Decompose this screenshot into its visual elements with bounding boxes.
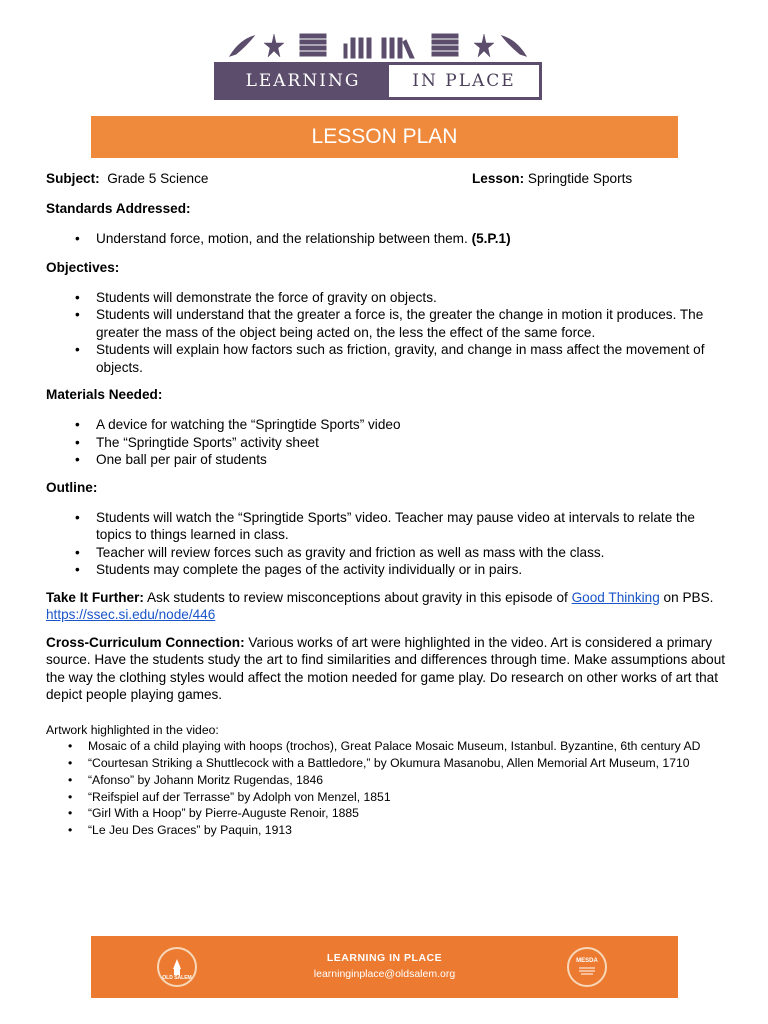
materials-heading: Materials Needed: xyxy=(46,387,163,402)
learning-in-place-logo xyxy=(214,30,542,104)
outline-list xyxy=(46,509,726,579)
list-item: • One ball per pair of students xyxy=(46,451,726,469)
artwork-heading: Artwork highlighted in the video: xyxy=(46,722,219,737)
ssec-url-link[interactable]: https://ssec.si.edu/node/446 xyxy=(46,607,216,622)
objectives-heading: Objectives: xyxy=(46,259,120,275)
take-it-further-paragraph: Take It Further: Ask students to review misconceptions about gravity in this episode of Good Thinking on PBS. https://ssec.si.edu/node/446 xyxy=(46,589,714,622)
list-item: • “Courtesan Striking a Shuttlecock with a Battledore,” by Okumura Masanobu, Allen Memorial Art Museum, 1710 xyxy=(46,755,726,772)
lesson-field: Lesson: Springtide Sports xyxy=(472,171,633,186)
list-item: • Students will demonstrate the force of gravity on objects. xyxy=(46,289,726,307)
list-item: • Students will watch the “Springtide Sports” video. Teacher may pause video at intervals to relate the topics to things learned in class. xyxy=(46,509,726,544)
objectives-list xyxy=(46,289,726,377)
footer-banner xyxy=(91,936,678,998)
list-item: • Understand force, motion, and the relationship between them. (5.P.1) xyxy=(46,230,726,248)
footer-email[interactable]: learninginplace@oldsalem.org xyxy=(313,968,456,980)
list-item: • “Afonso” by Johann Moritz Rugendas, 1846 xyxy=(46,772,726,789)
logo-wordmark xyxy=(214,62,542,100)
materials-list xyxy=(46,416,726,469)
lesson-plan-banner: LESSON PLAN xyxy=(91,116,678,158)
logo-text-learning: LEARNING xyxy=(217,65,389,97)
standards-heading: Standards Addressed: xyxy=(46,201,191,216)
cross-curriculum-paragraph: Cross-Curriculum Connection: Various works of art were highlighted in the video. Art is considered a primary source. Have the students study the art to find similarities and differences through time. Make assumptions about the way the clothing styles would affect the motion needed for game play. Do research on other works of art that depict people playing games. xyxy=(46,634,726,702)
lesson-content xyxy=(46,170,726,839)
subject-field: Subject: Grade 5 Science xyxy=(46,171,209,186)
artwork-section xyxy=(46,722,726,840)
list-item: • The “Springtide Sports” activity sheet xyxy=(46,434,726,452)
list-item: • Mosaic of a child playing with hoops (trochos), Great Palace Mosaic Museum, Istanbul. Byzantine, 6th century AD xyxy=(46,738,726,755)
list-item: • “Reifspiel auf der Terrasse” by Adolph von Menzel, 1851 xyxy=(46,789,726,806)
list-item: • “Le Jeu Des Graces” by Paquin, 1913 xyxy=(46,822,726,839)
list-item: • “Girl With a Hoop” by Pierre-Auguste Renoir, 1885 xyxy=(46,805,726,822)
subject-lesson-row xyxy=(46,170,726,188)
artwork-list xyxy=(46,738,726,839)
mesda-seal-icon: MESDA xyxy=(567,947,607,987)
logo-text-in-place: IN PLACE xyxy=(412,71,516,91)
seal-lines-icon xyxy=(569,949,605,985)
old-salem-seal-icon: OLD SALEM xyxy=(157,947,197,987)
logo-decoration-icons xyxy=(226,30,530,60)
list-item: • A device for watching the “Springtide Sports” video xyxy=(46,416,726,434)
footer-title: LEARNING IN PLACE xyxy=(326,952,443,964)
list-item: • Students may complete the pages of the activity individually or in pairs. xyxy=(46,561,726,579)
list-item: • Teacher will review forces such as gravity and friction as well as mass with the class. xyxy=(46,544,726,562)
good-thinking-link[interactable]: Good Thinking xyxy=(571,589,660,605)
list-item: • Students will understand that the greater a force is, the greater the change in motion it produces. The greater the mass of the object being acted on, the less the effect of the same force. xyxy=(46,306,726,341)
outline-heading: Outline: xyxy=(46,479,98,495)
standards-list xyxy=(46,230,726,248)
list-item: • Students will explain how factors such as friction, gravity, and change in mass affect the movement of objects. xyxy=(46,341,726,376)
